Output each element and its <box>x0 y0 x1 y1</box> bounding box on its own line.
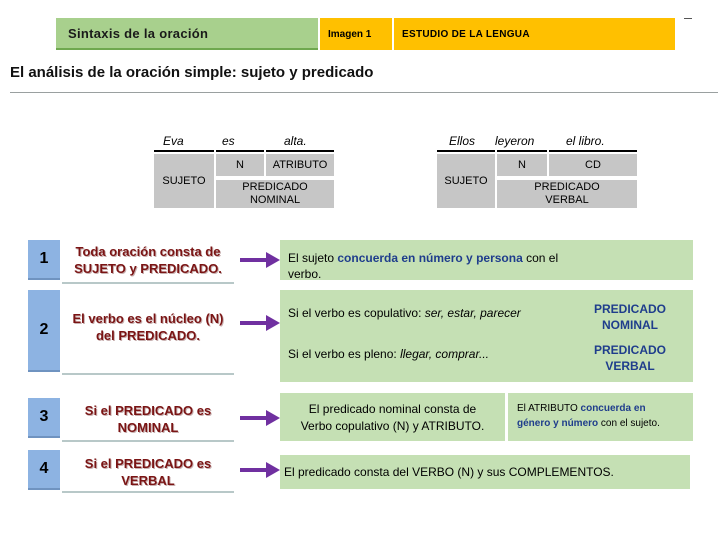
row1-label-line-a: Toda oración consta de <box>75 244 221 259</box>
diagram1-underline-2 <box>216 150 264 152</box>
page-title: El análisis de la oración simple: sujeto y predicado <box>10 64 374 81</box>
row4-label-line-b: VERBAL <box>121 473 175 488</box>
row2-label <box>62 310 234 344</box>
diagram1-word-3: alta. <box>284 134 307 148</box>
row2-explanation <box>280 290 693 382</box>
row2-label-underline <box>62 373 234 375</box>
row2-label-line-b: del PREDICADO. <box>95 328 200 343</box>
row3-note-pre: El ATRIBUTO <box>517 403 581 414</box>
row2-line1-result: PREDICADO NOMINAL <box>593 302 666 332</box>
row2-line2-pre: Si el verbo es pleno: <box>288 347 401 361</box>
row1-label-underline <box>62 282 234 284</box>
row3-label-line-b: NOMINAL <box>117 420 179 435</box>
header-section-title: Sintaxis de la oración <box>68 25 209 41</box>
row1-text-post: con el <box>522 251 559 265</box>
row2-line2-italic: llegar, comprar... <box>400 347 489 361</box>
row2-line2-result: PREDICADO VERBAL <box>593 343 666 373</box>
diagram2-word-3: el libro. <box>566 134 605 148</box>
row4-label-line-a: Si el PREDICADO es <box>84 456 212 471</box>
diagram1-underline-3 <box>266 150 334 152</box>
row2-number: 2 <box>28 290 60 372</box>
row4-label <box>62 455 234 489</box>
row3-note <box>508 393 693 441</box>
row3-text-line1: El predicado nominal consta de <box>308 402 477 416</box>
row4-number: 4 <box>28 450 60 490</box>
diagram1-atributo: ATRIBUTO <box>266 154 334 176</box>
diagram2-predicado: PREDICADO VERBAL <box>497 180 637 208</box>
row4-label-underline <box>62 491 234 493</box>
diagram2-word-2: leyeron <box>495 134 535 148</box>
row3-label-underline <box>62 440 234 442</box>
diagram1-predicado: PREDICADO NOMINAL <box>216 180 334 208</box>
diagram2-underline-2 <box>497 150 547 152</box>
row3-note-bold1: concuerda en <box>580 403 646 414</box>
header-image-label: Imagen 1 <box>328 28 372 40</box>
row2-arrow-icon <box>240 315 280 331</box>
row3-label-line-a: Si el PREDICADO es <box>84 403 212 418</box>
diagram1-n: N <box>216 154 264 176</box>
row1-number: 1 <box>28 240 60 280</box>
diagram2-sujeto: SUJETO <box>437 154 495 208</box>
row1-label <box>62 243 234 277</box>
diagram1-sujeto: SUJETO <box>154 154 214 208</box>
row3-note-post: con el sujeto. <box>598 418 660 429</box>
row4-explanation: El predicado consta del VERBO (N) y sus COMPLEMENTOS. <box>280 455 690 489</box>
row3-label <box>62 402 234 436</box>
row1-arrow-icon <box>240 252 280 268</box>
row1-text-pre: El sujeto <box>288 251 338 265</box>
row4-arrow-icon <box>240 462 280 478</box>
corner-mark <box>684 18 692 19</box>
row2-line1 <box>288 306 521 320</box>
title-divider <box>10 92 718 93</box>
header-image-tab <box>318 18 392 50</box>
header-section <box>56 18 318 50</box>
row3-note-bold2: género y número <box>517 418 599 429</box>
row3-arrow-icon <box>240 410 280 426</box>
row1-text-bold: concuerda en número y persona <box>337 251 523 265</box>
diagram1-word-1: Eva <box>163 134 184 148</box>
row3-number: 3 <box>28 398 60 438</box>
header-subject-label: ESTUDIO DE LA LENGUA <box>402 28 530 40</box>
diagram1-word-2: es <box>222 134 235 148</box>
header-subject <box>392 18 675 50</box>
diagram2-cd: CD <box>549 154 637 176</box>
row2-label-line-a: El verbo es el núcleo (N) <box>72 311 224 326</box>
diagram2-underline-3 <box>549 150 637 152</box>
row2-line2 <box>288 347 489 361</box>
row2-line1-pre: Si el verbo es copulativo: <box>288 306 425 320</box>
row1-explanation <box>280 240 693 280</box>
row3-text-line2: Verbo copulativo (N) y ATRIBUTO. <box>300 419 485 433</box>
diagram2-underline-1 <box>437 150 495 152</box>
row2-line1-italic: ser, estar, parecer <box>424 306 521 320</box>
diagram1-underline-1 <box>154 150 214 152</box>
row3-explanation <box>280 393 505 441</box>
row1-text-line2: verbo. <box>288 267 322 281</box>
diagram2-word-1: Ellos <box>449 134 476 148</box>
row1-label-line-b: SUJETO y PREDICADO. <box>74 261 222 276</box>
diagram2-n: N <box>497 154 547 176</box>
